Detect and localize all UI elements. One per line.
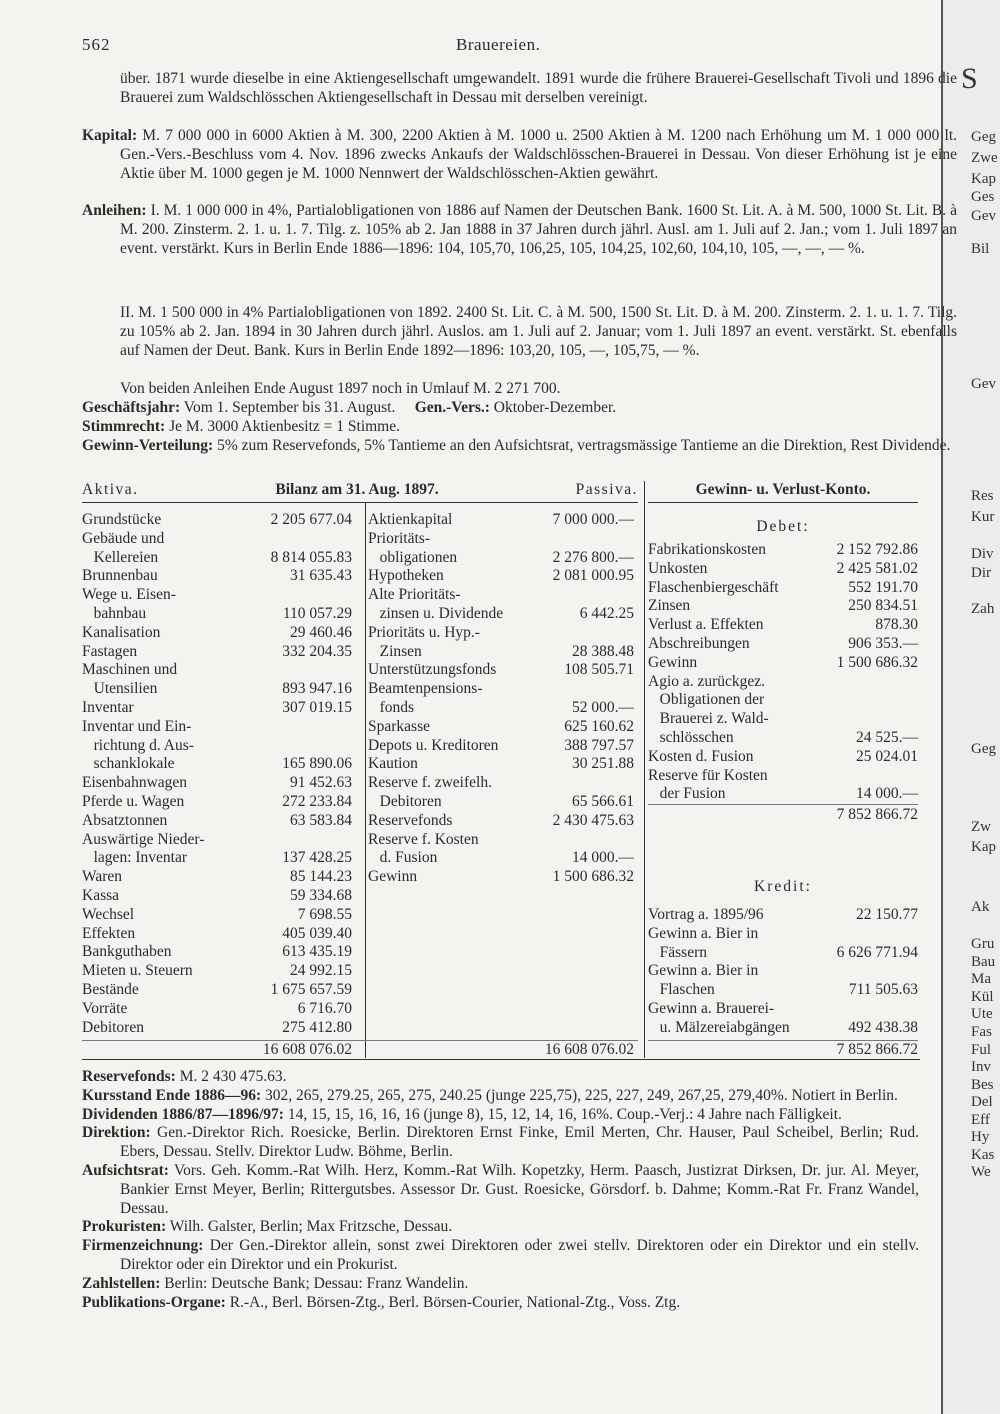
passiva-label: Depots u. Kreditoren: [368, 736, 499, 754]
aktiva-label: Aktiva.: [82, 481, 139, 498]
aktiva-row: [82, 643, 352, 662]
passiva-row: [368, 755, 634, 774]
edge-fragment: Ute: [971, 1006, 993, 1022]
aktiva-value: 893 947.16: [282, 680, 352, 698]
passiva-row: [368, 849, 634, 868]
aktiva-list: [82, 511, 352, 1037]
aktiva-label: Utensilien: [82, 680, 158, 698]
aktiva-value: 24 992.15: [290, 962, 352, 980]
passiva-row: [368, 586, 634, 605]
edge-fragment: Geg: [971, 129, 996, 145]
passiva-label: Reserve f. zweifelh.: [368, 774, 492, 792]
aktiva-row: [82, 605, 352, 624]
edge-fragment: We: [971, 1164, 991, 1180]
passiva-row: [368, 567, 634, 586]
aktiva-row: [82, 530, 352, 549]
debet-row: [648, 560, 918, 579]
debet-value: 552 191.70: [848, 578, 918, 596]
footer-label: Firmenzeichnung:: [82, 1237, 204, 1255]
footer-label: Reservefonds:: [82, 1068, 176, 1085]
bilanz-header: [82, 481, 638, 501]
kredit-list: [648, 906, 918, 1038]
passiva-row: [368, 793, 634, 812]
passiva-row: [368, 812, 634, 831]
kredit-row: [648, 925, 918, 944]
footer-entry: [82, 1162, 919, 1218]
passiva-row: [368, 680, 634, 699]
edge-fragment: Inv: [971, 1059, 991, 1075]
aktiva-value: 59 334.68: [290, 886, 352, 904]
passiva-total-row: [368, 1041, 634, 1060]
edge-fragment: Del: [971, 1094, 993, 1110]
debet-value: 24 525.—: [856, 728, 918, 746]
passiva-label: obligationen: [368, 548, 458, 566]
aktiva-row: [82, 549, 352, 568]
aktiva-value: 85 144.23: [290, 868, 352, 886]
debet-row: [648, 767, 918, 786]
debet-total-row: [648, 806, 918, 825]
footer-section: [82, 1068, 919, 1312]
debet-row: [648, 673, 918, 692]
aktiva-value: 7 698.55: [297, 905, 352, 923]
aktiva-row: [82, 943, 352, 962]
debet-value: 14 000.—: [856, 785, 918, 803]
kapital-text: M. 7 000 000 in 6000 Aktien à M. 300, 2200 Aktien à M. 1000 u. 2500 Aktien à M. 1200 nach Erhöhung um M. 1 000 000 lt. Gen.-Vers.-Beschluss vom 4. Nov. 1896 zwecks Ankaufs der Waldschlösschen-Brauerei in Dessau. Von dieser Erhöhung ist je eine Aktie über M. 1000 gegen je M. 1000 Nennwert der Waldschlösschen-Aktien gewährt.: [120, 127, 958, 182]
footer-label: Dividenden 1886/87—1896/97:: [82, 1105, 284, 1123]
passiva-value: 2 430 475.63: [552, 811, 634, 829]
kredit-label: Kredit:: [754, 878, 812, 895]
edge-fragment: Fas: [971, 1024, 992, 1040]
edge-fragment: Kap: [971, 171, 996, 187]
aktiva-value: 91 452.63: [290, 774, 352, 792]
debet-value: 906 353.—: [848, 634, 918, 652]
aktiva-label: richtung d. Aus-: [82, 736, 194, 754]
aktiva-value: 272 233.84: [282, 792, 352, 810]
footer-entry: [82, 1275, 919, 1294]
footer-label: Prokuristen:: [82, 1218, 167, 1236]
edge-fragment: Hy: [971, 1129, 990, 1145]
gv-top-rule: [648, 502, 918, 503]
debet-label: Abschreibungen: [648, 634, 750, 652]
passiva-label: Sparkasse: [368, 717, 430, 735]
aktiva-label: Bestände: [82, 980, 139, 998]
kredit-row: [648, 1000, 918, 1019]
footer-entry: [82, 1106, 919, 1125]
aktiva-row: [82, 831, 352, 850]
aktiva-label: Wege u. Eisen-: [82, 586, 176, 604]
debet-row: [648, 729, 918, 748]
edge-fragment: Bes: [971, 1077, 994, 1093]
anleihen-part1: I. M. 1 000 000 in 4%, Partialobligationen von 1886 auf Namen der Deutschen Bank. 1600 St. Lit. A. à M. 500, 1000 St. Lit. B. à M. 200. Zinsterm. 2. 1. u. 1. 7. Tilg. z. 105% ab 2. Jan 1888 in 37 Jahren durch jährl. Ausl. am 1. Juli auf 2. Jan.; vom 1. Juli 1897 an event. verstärkt. Kurs in Berlin Ende 1886—1896: 104, 105,70, 106,25, 105, 104,25, 102,60, 104,10, 105, —, —, — %.: [120, 202, 957, 257]
anleihen-paragraph: [82, 202, 957, 258]
aktiva-label: Vorräte: [82, 999, 128, 1017]
aktiva-label: Wechsel: [82, 905, 135, 923]
aktiva-label: Auswärtige Nieder-: [82, 830, 205, 848]
debet-row: [648, 541, 918, 560]
aktiva-row: [82, 586, 352, 605]
aktiva-label: Gebäude und: [82, 529, 165, 547]
debet-label: Unkosten: [648, 559, 708, 577]
debet-value: 1 500 686.32: [836, 653, 918, 671]
aktiva-value: 63 583.84: [290, 811, 352, 829]
gewinnverteilung-text: 5% zum Reservefonds, 5% Tantieme an den Aufsichtsrat, vertragsmässige Tantieme an die Direktion, Rest Dividende.: [217, 437, 951, 454]
aktiva-label: Bankguthaben: [82, 943, 172, 961]
debet-row: [648, 785, 918, 804]
kredit-row: [648, 1019, 918, 1038]
footer-label: Zahlstellen:: [82, 1274, 161, 1292]
passiva-label: zinsen u. Dividende: [368, 604, 504, 622]
aktiva-value: 29 460.46: [290, 623, 352, 641]
edge-fragment: Bil: [971, 241, 990, 257]
debet-label: Debet:: [756, 518, 810, 535]
edge-fragment: Gru: [971, 936, 995, 952]
passiva-label: Prioritäts-: [368, 529, 430, 547]
debet-label: Agio a. zurückgez.: [648, 672, 766, 690]
aktiva-label: Effekten: [82, 924, 136, 942]
aktiva-label: Grundstücke: [82, 511, 162, 528]
aktiva-label: Brunnenbau: [82, 567, 158, 585]
aktiva-label: bahnbau: [82, 604, 147, 622]
footer-text: 14, 15, 15, 16, 16, 16 (junge 8), 15, 12, 14, 16, 16%. Coup.-Verj.: 4 Jahre nach Fälligkeit.: [287, 1105, 842, 1123]
kredit-value: 492 438.38: [848, 1018, 918, 1036]
aktiva-row: [82, 962, 352, 981]
passiva-row: [368, 661, 634, 680]
passiva-row: [368, 831, 634, 850]
edge-fragment: Gev: [971, 208, 996, 224]
passiva-label: Zinsen: [368, 642, 422, 660]
aktiva-value: 31 635.43: [290, 567, 352, 585]
edge-fragment: Zw: [971, 819, 991, 835]
edge-fragment: Eff: [971, 1112, 990, 1128]
gv-title: Gewinn- u. Verlust-Konto.: [695, 481, 871, 498]
kredit-row: [648, 944, 918, 963]
kredit-label: u. Mälzereiabgängen: [648, 1018, 790, 1036]
aktiva-label: Absatztonnen: [82, 811, 168, 829]
stimmrecht-text: Je M. 3000 Aktienbesitz = 1 Stimme.: [169, 418, 400, 435]
edge-fragment: Ges: [971, 189, 995, 205]
aktiva-value: 275 412.80: [282, 1018, 352, 1036]
passiva-value: 2 081 000.95: [552, 567, 634, 585]
edge-fragment: Kur: [971, 509, 995, 525]
debet-row: [648, 635, 918, 654]
kredit-row: [648, 981, 918, 1000]
debet-label: Kosten d. Fusion: [648, 747, 754, 765]
passiva-label: Hypotheken: [368, 567, 444, 585]
passiva-row: [368, 737, 634, 756]
aktiva-label: Waren: [82, 868, 123, 886]
edge-fragment: Kas: [971, 1147, 995, 1163]
footer-text: M. 2 430 475.63.: [179, 1068, 287, 1085]
aktiva-row: [82, 1000, 352, 1019]
edge-fragment: Geg: [971, 741, 996, 757]
aktiva-label: Pferde u. Wagen: [82, 792, 185, 810]
debet-row: [648, 691, 918, 710]
kredit-label: Fässern: [648, 943, 707, 961]
debet-label: Flaschenbiergeschäft: [648, 578, 779, 596]
kredit-label: Gewinn a. Bier in: [648, 962, 759, 980]
aktiva-value: 613 435.19: [282, 943, 352, 961]
footer-label: Publikations-Organe:: [82, 1293, 226, 1311]
bilanz-top-rule: [82, 502, 638, 503]
aktiva-value: 165 890.06: [282, 755, 352, 773]
intro-paragraph: über. 1871 wurde dieselbe in eine Aktiengesellschaft umgewandelt. 1891 wurde die frühere Brauerei-Gesellschaft Tivoli und 1896 die Brauerei zum Waldschlösschen Aktiengesellschaft in Dessau mit derselben vereinigt.: [120, 70, 957, 106]
footer-label: Kursstand Ende 1886—96:: [82, 1086, 262, 1104]
aktiva-row: [82, 925, 352, 944]
debet-label: Gewinn: [648, 653, 698, 671]
passiva-row: [368, 774, 634, 793]
geschaeftsjahr-line: [82, 399, 919, 418]
kapital-paragraph: [82, 127, 957, 183]
debet-row: [648, 597, 918, 616]
debet-label: Verlust a. Effekten: [648, 616, 764, 634]
kredit-label: Vortrag a. 1895/96: [648, 906, 764, 923]
edge-fragment: Bau: [971, 954, 996, 970]
passiva-row: [368, 624, 634, 643]
aktiva-row: [82, 624, 352, 643]
passiva-label: Kaution: [368, 755, 418, 773]
aktiva-value: 6 716.70: [297, 999, 352, 1017]
footer-label: Direktion:: [82, 1124, 151, 1142]
passiva-row: [368, 549, 634, 568]
footer-entry: [82, 1294, 919, 1313]
debet-label: Zinsen: [648, 597, 691, 615]
footer-entry: [82, 1237, 919, 1275]
edge-fragment: Zwe: [971, 150, 998, 166]
passiva-value: 28 388.48: [572, 642, 634, 660]
debet-row: [648, 579, 918, 598]
aktiva-label: schanklokale: [82, 755, 175, 773]
kredit-value: 6 626 771.94: [836, 943, 918, 961]
aktiva-row: [82, 906, 352, 925]
footer-text: 302, 265, 279.25, 265, 275, 240.25 (junge 225,75), 225, 227, 249, 267,25, 279,40%. Notiert in Berlin.: [265, 1086, 898, 1104]
anleihen-label: Anleihen:: [82, 202, 147, 219]
aktiva-label: Kanalisation: [82, 623, 161, 641]
passiva-label: Prioritäts u. Hyp.-: [368, 623, 480, 641]
debet-row: [648, 654, 918, 673]
edge-fragment: Dir: [971, 565, 991, 581]
aktiva-row: [82, 849, 352, 868]
genvers-label: Gen.-Vers.:: [414, 399, 490, 416]
aktiva-label: Debitoren: [82, 1018, 144, 1036]
footer-entry: [82, 1068, 919, 1087]
aktiva-row: [82, 737, 352, 756]
passiva-value: 7 000 000.—: [552, 511, 634, 528]
footer-text: Vors. Geh. Komm.-Rat Wilh. Herz, Komm.-Rat Wilh. Kopetzky, Herm. Paasch, Justizrat Dirksen, Dr. jur. Al. Meyer, Bankier Ernst Meyer, Berlin; Rittergutsbes. Assessor Dr. Gust. Roesicke, Görsdorf. b. Dahme; Komm.-Rat Fr. Franz Wandel, Dessau.: [120, 1161, 919, 1217]
aktiva-row: [82, 812, 352, 831]
aktiva-total: 16 608 076.02: [262, 1041, 352, 1058]
passiva-label: Aktienkapital: [368, 511, 453, 528]
aktiva-label: Maschinen und: [82, 661, 178, 679]
aktiva-label: Kellereien: [82, 548, 159, 566]
bilanz-center-rule: [365, 503, 366, 1058]
aktiva-row: [82, 868, 352, 887]
debet-row: [648, 616, 918, 635]
edge-fragment: S: [961, 62, 978, 95]
aktiva-label: Fastagen: [82, 642, 138, 660]
passiva-label: Debitoren: [368, 792, 442, 810]
debet-value: 2 425 581.02: [836, 559, 918, 577]
edge-fragment: Zah: [971, 601, 995, 617]
debet-label: der Fusion: [648, 785, 726, 803]
footer-label: Aufsichtsrat:: [82, 1161, 169, 1179]
aktiva-label: Inventar: [82, 698, 134, 716]
genvers-text: Oktober-Dezember.: [493, 399, 617, 416]
anleihen-part3: Von beiden Anleihen Ende August 1897 noch in Umlauf M. 2 271 700.: [120, 380, 561, 397]
aktiva-row: [82, 718, 352, 737]
page-number: 562: [82, 35, 111, 54]
footer-entry: [82, 1087, 919, 1106]
edge-fragment: Ak: [971, 899, 990, 915]
aktiva-total-row: [82, 1041, 352, 1060]
edge-fragment: Ful: [971, 1042, 992, 1058]
passiva-value: 65 566.61: [572, 792, 634, 810]
footer-text: Wilh. Galster, Berlin; Max Fritzsche, Dessau.: [169, 1218, 453, 1236]
passiva-row: [368, 718, 634, 737]
kredit-label: Gewinn a. Bier in: [648, 924, 759, 942]
aktiva-row: [82, 887, 352, 906]
footer-text: R.-A., Berl. Börsen-Ztg., Berl. Börsen-Courier, National-Ztg., Voss. Ztg.: [229, 1293, 681, 1311]
aktiva-value: 2 205 677.04: [270, 511, 352, 528]
passiva-value: 388 797.57: [564, 736, 634, 754]
debet-label: Brauerei z. Wald-: [648, 710, 769, 728]
gewinnverteilung-label: Gewinn-Verteilung:: [82, 437, 214, 454]
aktiva-row: [82, 511, 352, 530]
passiva-label: fonds: [368, 698, 415, 716]
edge-fragment: Gev: [971, 376, 996, 392]
passiva-label: Passiva.: [575, 481, 638, 498]
edge-fragment: Kap: [971, 839, 996, 855]
passiva-total: 16 608 076.02: [544, 1041, 634, 1058]
edge-fragment: Div: [971, 546, 994, 562]
passiva-row: [368, 643, 634, 662]
aktiva-row: [82, 774, 352, 793]
aktiva-row: [82, 567, 352, 586]
passiva-value: 108 505.71: [564, 661, 634, 679]
aktiva-label: Mieten u. Steuern: [82, 962, 193, 980]
aktiva-row: [82, 1019, 352, 1038]
stimmrecht-label: Stimmrecht:: [82, 418, 166, 435]
passiva-label: d. Fusion: [368, 849, 438, 867]
kredit-label: Gewinn a. Brauerei-: [648, 999, 775, 1017]
aktiva-row: [82, 661, 352, 680]
aktiva-row: [82, 680, 352, 699]
passiva-label: Unterstützungsfonds: [368, 661, 497, 679]
aktiva-value: 405 039.40: [282, 924, 352, 942]
debet-list: [648, 541, 918, 804]
passiva-label: Reserve f. Kosten: [368, 830, 479, 848]
passiva-row: [368, 530, 634, 549]
passiva-label: Beamtenpensions-: [368, 680, 483, 698]
geschaeftsjahr-text: Vom 1. September bis 31. August.: [183, 399, 396, 416]
aktiva-row: [82, 981, 352, 1000]
aktiva-value: 1 675 657.59: [270, 980, 352, 998]
passiva-row: [368, 605, 634, 624]
passiva-value: 14 000.—: [572, 849, 634, 867]
debet-label: Fabrikationskosten: [648, 541, 766, 558]
passiva-label: Reservefonds: [368, 811, 453, 829]
stimmrecht-line: [82, 418, 919, 437]
kredit-value: 22 150.77: [856, 906, 918, 923]
passiva-list: [368, 511, 634, 887]
debet-value: 878.30: [875, 616, 918, 634]
aktiva-value: 137 428.25: [282, 849, 352, 867]
kredit-total-row: [648, 1041, 918, 1060]
aktiva-value: 110 057.29: [282, 604, 352, 622]
table-divider-rule: [644, 481, 645, 1058]
aktiva-label: lagen: Inventar: [82, 849, 188, 867]
footer-text: Berlin: Deutsche Bank; Dessau: Franz Wandelin.: [164, 1274, 469, 1292]
aktiva-row: [82, 793, 352, 812]
passiva-value: 6 442.25: [579, 604, 634, 622]
aktiva-label: Eisenbahnwagen: [82, 774, 188, 792]
edge-fragment: Res: [971, 488, 994, 504]
passiva-label: Alte Prioritäts-: [368, 586, 461, 604]
debet-value: 250 834.51: [848, 597, 918, 615]
passiva-row: [368, 868, 634, 887]
aktiva-label: Kassa: [82, 886, 120, 904]
geschaeftsjahr-label: Geschäftsjahr:: [82, 399, 181, 416]
debet-label: Reserve für Kosten: [648, 766, 768, 784]
passiva-value: 30 251.88: [572, 755, 634, 773]
footer-text: Der Gen.-Direktor allein, sonst zwei Direktoren oder zwei stellv. Direktoren oder ein Direktor und ein stellv. Direktor oder ein Direktor und ein Prokurist.: [120, 1237, 920, 1273]
kapital-label: Kapital:: [82, 127, 138, 144]
aktiva-value: 332 204.35: [282, 642, 352, 660]
footer-entry: [82, 1124, 919, 1162]
debet-row: [648, 710, 918, 729]
debet-value: 25 024.01: [856, 747, 918, 765]
kredit-total: 7 852 866.72: [836, 1041, 918, 1058]
running-title: Brauereien.: [456, 35, 541, 54]
aktiva-value: 307 019.15: [282, 698, 352, 716]
passiva-row: [368, 699, 634, 718]
bilanz-title: Bilanz am 31. Aug. 1897.: [275, 481, 439, 498]
debet-value: 2 152 792.86: [836, 541, 918, 558]
kredit-label: Flaschen: [648, 981, 715, 999]
passiva-value: 625 160.62: [564, 717, 634, 735]
kredit-value: 711 505.63: [848, 981, 918, 999]
debet-row: [648, 748, 918, 767]
edge-fragment: Kül: [971, 989, 994, 1005]
passiva-label: Gewinn: [368, 868, 418, 886]
footer-text: Gen.-Direktor Rich. Roesicke, Berlin. Direktoren Ernst Finke, Emil Merten, Chr. Hauser, Paul Scheibel, Berlin; Rud. Ebers, Dessau. Stellv. Direktor Ludw. Böhme, Berlin.: [120, 1124, 920, 1161]
passiva-value: 1 500 686.32: [552, 868, 634, 886]
debet-total: 7 852 866.72: [836, 806, 918, 823]
gewinnverteilung-paragraph: [82, 437, 957, 456]
aktiva-row: [82, 755, 352, 774]
aktiva-row: [82, 699, 352, 718]
debet-label: schlösschen: [648, 728, 734, 746]
debet-label: Obligationen der: [648, 691, 765, 709]
kredit-row: [648, 962, 918, 981]
passiva-row: [368, 511, 634, 530]
passiva-value: 52 000.—: [572, 698, 634, 716]
anleihen-part2: II. M. 1 500 000 in 4% Partialobligationen von 1892. 2400 St. Lit. C. à M. 500, 1500 St. Lit. D. à M. 200. Zinsterm. 2. 1. u. 1. 7. Tilg. zu 105% ab 2. Jan. 1894 in 30 Jahren durch jährl. Auslos. am 1. Juli auf 2. Januar; vom 1. Juli 1897 an event. verstärkt. St. ebenfalls auf Namen der Deut. Bank. Kurs in Berlin Ende 1892—1896: 103,20, 105, —, 105,75, — %.: [120, 304, 957, 359]
kredit-row: [648, 906, 918, 925]
passiva-value: 2 276 800.—: [552, 548, 634, 566]
aktiva-value: 8 814 055.83: [270, 548, 352, 566]
edge-fragment: Ma: [971, 971, 991, 987]
footer-entry: [82, 1218, 919, 1237]
aktiva-label: Inventar und Ein-: [82, 717, 192, 735]
